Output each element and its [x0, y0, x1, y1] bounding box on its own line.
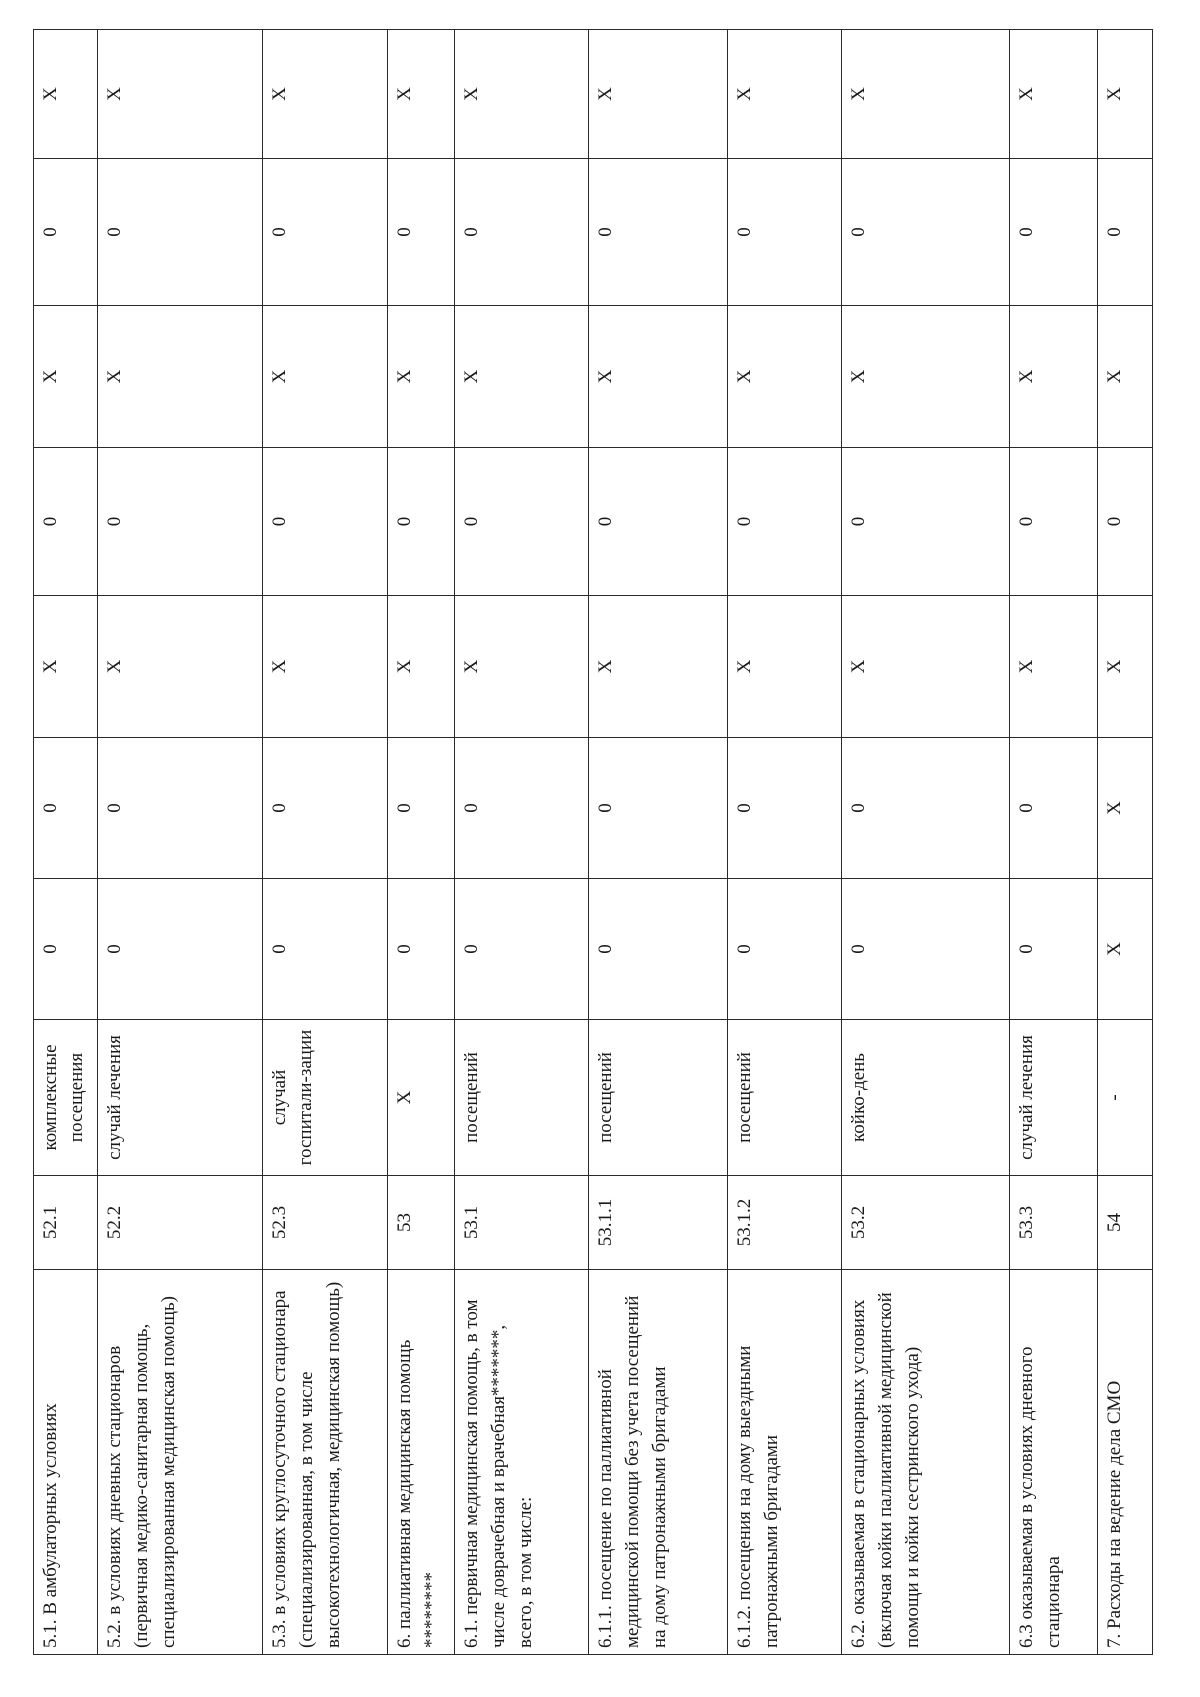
value-cell: 0	[1010, 159, 1097, 306]
table-row	[727, 30, 841, 1655]
value-cell: Х	[589, 306, 728, 448]
value-cell: Х	[455, 596, 589, 738]
value-cell: Х	[263, 306, 388, 448]
value-cell: Х	[98, 306, 263, 448]
unit-cell: койко-день	[841, 1020, 1009, 1176]
value-cell: Х	[1010, 596, 1097, 738]
value-cell: 0	[727, 738, 841, 879]
row-number: 53	[388, 1176, 455, 1270]
value-cell: Х	[455, 30, 589, 159]
unit-cell: комплексные посещения	[34, 1020, 98, 1176]
value-cell: Х	[841, 306, 1009, 448]
value-cell: 0	[1097, 159, 1152, 306]
value-cell: Х	[1097, 879, 1152, 1020]
value-cell: Х	[388, 306, 455, 448]
value-cell: 0	[263, 879, 388, 1020]
value-cell: Х	[589, 596, 728, 738]
value-cell: 0	[263, 159, 388, 306]
value-cell: 0	[727, 159, 841, 306]
value-cell: 0	[98, 448, 263, 596]
value-cell: Х	[34, 306, 98, 448]
unit-cell: случай лечения	[98, 1020, 263, 1176]
data-table	[33, 29, 1153, 1655]
value-cell: Х	[455, 306, 589, 448]
row-name: 5.3. в условиях круглосуточного стационара (специализированная, в том числе высокотехнологичная, медицинская помощь)	[263, 1270, 388, 1655]
row-number: 53.3	[1010, 1176, 1097, 1270]
row-name: 6.1.2. посещения на дому выездными патронажными бригадами	[727, 1270, 841, 1655]
value-cell: 0	[34, 448, 98, 596]
value-cell: Х	[1097, 30, 1152, 159]
row-number: 52.1	[34, 1176, 98, 1270]
value-cell: 0	[455, 159, 589, 306]
table-row	[388, 30, 455, 1655]
table-row	[34, 30, 98, 1655]
value-cell: 0	[841, 738, 1009, 879]
value-cell: 0	[589, 448, 728, 596]
value-cell: 0	[727, 448, 841, 596]
value-cell: Х	[98, 596, 263, 738]
unit-cell: случай госпитали-зации	[263, 1020, 388, 1176]
value-cell: 0	[841, 159, 1009, 306]
value-cell: Х	[263, 596, 388, 738]
row-number: 53.1	[455, 1176, 589, 1270]
value-cell: 0	[455, 448, 589, 596]
row-number: 53.1.1	[589, 1176, 728, 1270]
row-name: 6.1. первичная медицинская помощь, в том числе доврачебная и врачебная*******, всего, в том числе:	[455, 1270, 589, 1655]
table-row	[263, 30, 388, 1655]
value-cell: 0	[388, 879, 455, 1020]
table-row	[589, 30, 728, 1655]
value-cell: 0	[98, 738, 263, 879]
value-cell: 0	[841, 448, 1009, 596]
value-cell: 0	[34, 159, 98, 306]
value-cell: 0	[1097, 448, 1152, 596]
value-cell: 0	[98, 879, 263, 1020]
value-cell: 0	[388, 448, 455, 596]
value-cell: 0	[263, 448, 388, 596]
row-number: 52.3	[263, 1176, 388, 1270]
row-name: 5.1. В амбулаторных условиях	[34, 1270, 98, 1655]
row-name: 6.3 оказываемая в условиях дневного стационара	[1010, 1270, 1097, 1655]
table-row	[1010, 30, 1097, 1655]
value-cell: Х	[1097, 306, 1152, 448]
row-name: 6. паллиативная медицинская помощь ********	[388, 1270, 455, 1655]
value-cell: Х	[1097, 738, 1152, 879]
value-cell: Х	[1010, 306, 1097, 448]
table-row	[455, 30, 589, 1655]
table-row	[1097, 30, 1152, 1655]
row-number: 54	[1097, 1176, 1152, 1270]
value-cell: Х	[727, 30, 841, 159]
value-cell: Х	[34, 30, 98, 159]
row-number: 53.1.2	[727, 1176, 841, 1270]
value-cell: 0	[1010, 738, 1097, 879]
rotated-page	[33, 30, 1153, 1655]
table-row	[98, 30, 263, 1655]
value-cell: 0	[455, 879, 589, 1020]
value-cell: 0	[98, 159, 263, 306]
value-cell: 0	[1010, 879, 1097, 1020]
unit-cell: Х	[388, 1020, 455, 1176]
unit-cell: посещений	[727, 1020, 841, 1176]
value-cell: 0	[589, 159, 728, 306]
value-cell: Х	[34, 596, 98, 738]
value-cell: 0	[589, 879, 728, 1020]
unit-cell: -	[1097, 1020, 1152, 1176]
value-cell: 0	[1010, 448, 1097, 596]
value-cell: Х	[727, 596, 841, 738]
row-name: 6.1.1. посещение по паллиативной медицинской помощи без учета посещений на дому патронажными бригадами	[589, 1270, 728, 1655]
value-cell: Х	[841, 596, 1009, 738]
value-cell: Х	[388, 596, 455, 738]
value-cell: Х	[1010, 30, 1097, 159]
value-cell: 0	[34, 738, 98, 879]
value-cell: Х	[589, 30, 728, 159]
row-name: 5.2. в условиях дневных стационаров (первичная медико-санитарная помощь, специализированная медицинская помощь)	[98, 1270, 263, 1655]
table-row	[841, 30, 1009, 1655]
value-cell: Х	[1097, 596, 1152, 738]
value-cell: 0	[841, 879, 1009, 1020]
value-cell: 0	[589, 738, 728, 879]
value-cell: Х	[841, 30, 1009, 159]
row-number: 53.2	[841, 1176, 1009, 1270]
value-cell: Х	[263, 30, 388, 159]
value-cell: Х	[388, 30, 455, 159]
unit-cell: случай лечения	[1010, 1020, 1097, 1176]
value-cell: Х	[98, 30, 263, 159]
value-cell: 0	[388, 159, 455, 306]
table-body	[34, 30, 1153, 1655]
unit-cell: посещений	[589, 1020, 728, 1176]
value-cell: 0	[455, 738, 589, 879]
row-number: 52.2	[98, 1176, 263, 1270]
value-cell: 0	[34, 879, 98, 1020]
value-cell: 0	[727, 879, 841, 1020]
unit-cell: посещений	[455, 1020, 589, 1176]
value-cell: 0	[263, 738, 388, 879]
row-name: 6.2. оказываемая в стационарных условиях (включая койки паллиативной медицинской помощи и койки сестринского ухода)	[841, 1270, 1009, 1655]
value-cell: 0	[388, 738, 455, 879]
value-cell: Х	[727, 306, 841, 448]
row-name: 7. Расходы на ведение дела СМО	[1097, 1270, 1152, 1655]
